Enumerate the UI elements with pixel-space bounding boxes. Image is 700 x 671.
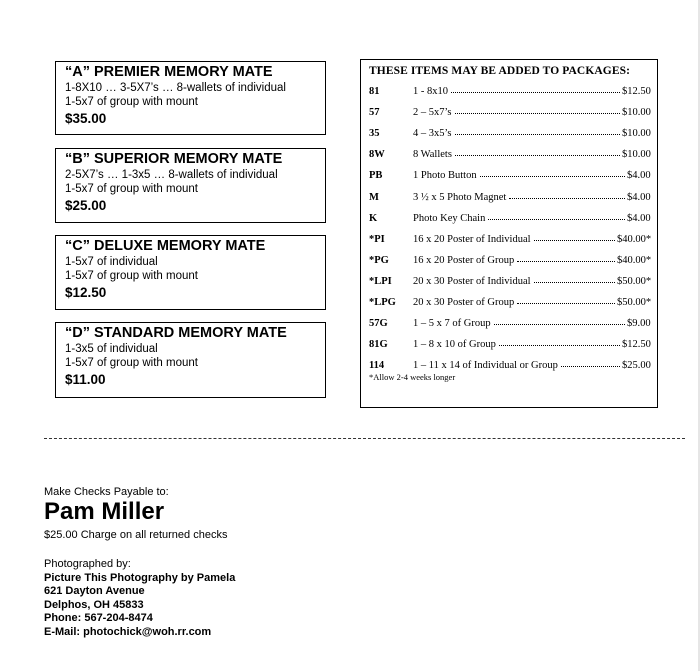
package-b-box xyxy=(55,148,326,223)
addon-item-row xyxy=(369,337,657,353)
addon-item-code: 81 xyxy=(369,86,380,97)
addon-item-leader-dots xyxy=(451,84,620,93)
addon-item-price: $25.00 xyxy=(622,360,651,372)
package-d-line-1: 1-3x5 of individual xyxy=(65,343,158,355)
addon-item-row xyxy=(369,295,657,311)
addon-item-price: $12.50 xyxy=(622,86,651,97)
addon-heading: THESE ITEMS MAY BE ADDED TO PACKAGES: xyxy=(369,65,631,77)
addon-item-price: $4.00 xyxy=(627,170,651,182)
addon-item-description: 20 x 30 Poster of Individual xyxy=(413,275,531,287)
addon-item-code: *LPI xyxy=(369,275,392,287)
addon-item-leader-dots xyxy=(561,358,620,367)
returned-check-charge: $25.00 Charge on all returned checks xyxy=(44,529,228,541)
addon-item-row xyxy=(369,232,657,248)
addon-item-code: *PG xyxy=(369,254,389,266)
package-a-line-1: 1-8X10 … 3-5X7’s … 8-wallets of individual xyxy=(65,82,286,94)
addon-item-price: $50.00* xyxy=(617,297,652,308)
addon-item-leader-dots xyxy=(488,211,625,220)
addon-item-leader-dots xyxy=(509,190,625,199)
addon-item-price: $12.50 xyxy=(622,339,651,351)
business-city: Delphos, OH 45833 xyxy=(44,598,144,611)
addon-item-price: $9.00 xyxy=(627,318,651,330)
addon-item-price: $4.00 xyxy=(627,191,651,203)
package-d-box xyxy=(55,322,326,398)
addon-item-code: 57 xyxy=(369,107,380,119)
addon-item-row xyxy=(369,253,657,269)
package-c-line-2: 1-5x7 of group with mount xyxy=(65,270,198,282)
addon-item-leader-dots xyxy=(534,232,615,241)
addon-item-code: *LPG xyxy=(369,297,396,308)
package-d-line-2: 1-5x7 of group with mount xyxy=(65,357,198,369)
payee-name: Pam Miller xyxy=(44,498,165,525)
addon-item-leader-dots xyxy=(517,295,615,304)
addon-item-description: 3 ½ x 5 Photo Magnet xyxy=(413,191,507,203)
addon-item-row xyxy=(369,105,657,121)
photographer-info xyxy=(44,558,235,639)
addon-item-description: 16 x 20 Poster of Individual xyxy=(413,233,531,245)
addon-item-description: 1 – 11 x 14 of Individual or Group xyxy=(413,360,558,372)
addon-item-price: $40.00* xyxy=(617,254,652,266)
addon-item-code: 81G xyxy=(369,339,388,351)
addon-item-leader-dots xyxy=(494,316,625,325)
addon-item-leader-dots xyxy=(534,274,615,283)
addon-item-code: M xyxy=(369,191,379,203)
addon-item-leader-dots xyxy=(499,337,620,346)
addon-item-row xyxy=(369,168,657,184)
addon-item-row xyxy=(369,274,657,290)
package-c-title: “C” DELUXE MEMORY MATE xyxy=(65,238,266,254)
addon-item-leader-dots xyxy=(455,126,620,135)
addon-item-price: $40.00* xyxy=(617,233,652,245)
addon-item-leader-dots xyxy=(480,168,625,177)
addon-item-price: $4.00 xyxy=(627,212,651,224)
addon-item-code: 57G xyxy=(369,318,388,330)
payable-label: Make Checks Payable to: xyxy=(44,486,169,498)
addon-item-description: 1 – 5 x 7 of Group xyxy=(413,318,491,330)
addon-item-row xyxy=(369,316,657,332)
addon-item-description: 1 - 8x10 xyxy=(413,86,448,97)
package-b-line-2: 1-5x7 of group with mount xyxy=(65,183,198,195)
business-email: E-Mail: photochick@woh.rr.com xyxy=(44,625,212,638)
addon-item-description: 20 x 30 Poster of Group xyxy=(413,297,515,308)
addon-item-row xyxy=(369,147,657,163)
addon-item-code: 114 xyxy=(369,360,385,372)
addon-item-row xyxy=(369,211,657,227)
package-c-box xyxy=(55,235,326,310)
addon-item-code: PB xyxy=(369,170,383,182)
cut-line-divider xyxy=(44,438,685,439)
package-d-title: “D” STANDARD MEMORY MATE xyxy=(65,325,287,341)
addon-item-description: 4 – 3x5’s xyxy=(413,128,452,140)
package-b-title: “B” SUPERIOR MEMORY MATE xyxy=(65,151,283,167)
addon-item-price: $50.00* xyxy=(617,275,652,287)
addon-item-price: $10.00 xyxy=(622,149,651,161)
package-b-price: $25.00 xyxy=(65,198,107,213)
business-street: 621 Dayton Avenue xyxy=(44,585,145,597)
addon-item-code: 35 xyxy=(369,128,380,140)
addon-item-description: Photo Key Chain xyxy=(413,212,486,224)
addon-items-box xyxy=(360,59,658,408)
addon-item-code: 8W xyxy=(369,149,385,161)
package-a-price: $35.00 xyxy=(65,111,107,126)
addon-footnote: *Allow 2-4 weeks longer xyxy=(369,372,456,382)
business-name: Picture This Photography by Pamela xyxy=(44,571,236,584)
addon-item-row xyxy=(369,84,657,100)
package-b-line-1: 2-5X7’s … 1-3x5 … 8-wallets of individual xyxy=(65,169,278,181)
business-phone: Phone: 567-204-8474 xyxy=(44,612,153,624)
addon-item-price: $10.00 xyxy=(622,107,651,119)
package-c-price: $12.50 xyxy=(65,285,107,300)
package-a-box xyxy=(55,61,326,135)
addon-item-row xyxy=(369,190,657,206)
package-a-line-2: 1-5x7 of group with mount xyxy=(65,96,198,108)
addon-item-leader-dots xyxy=(517,253,615,262)
addon-item-description: 1 – 8 x 10 of Group xyxy=(413,339,496,351)
addon-item-leader-dots xyxy=(455,105,620,114)
addon-item-description: 16 x 20 Poster of Group xyxy=(413,254,515,266)
package-a-title: “A” PREMIER MEMORY MATE xyxy=(65,64,273,80)
package-d-price: $11.00 xyxy=(65,372,106,387)
package-c-line-1: 1-5x7 of individual xyxy=(65,256,158,268)
addon-item-price: $10.00 xyxy=(622,128,651,140)
photographed-by-label: Photographed by: xyxy=(44,558,131,570)
addon-item-description: 2 – 5x7’s xyxy=(413,107,452,119)
addon-item-code: K xyxy=(369,212,378,224)
addon-item-code: *PI xyxy=(369,233,385,245)
addon-item-row xyxy=(369,126,657,142)
addon-item-leader-dots xyxy=(455,147,620,156)
addon-item-description: 8 Wallets xyxy=(413,149,452,161)
addon-item-description: 1 Photo Button xyxy=(413,170,477,182)
